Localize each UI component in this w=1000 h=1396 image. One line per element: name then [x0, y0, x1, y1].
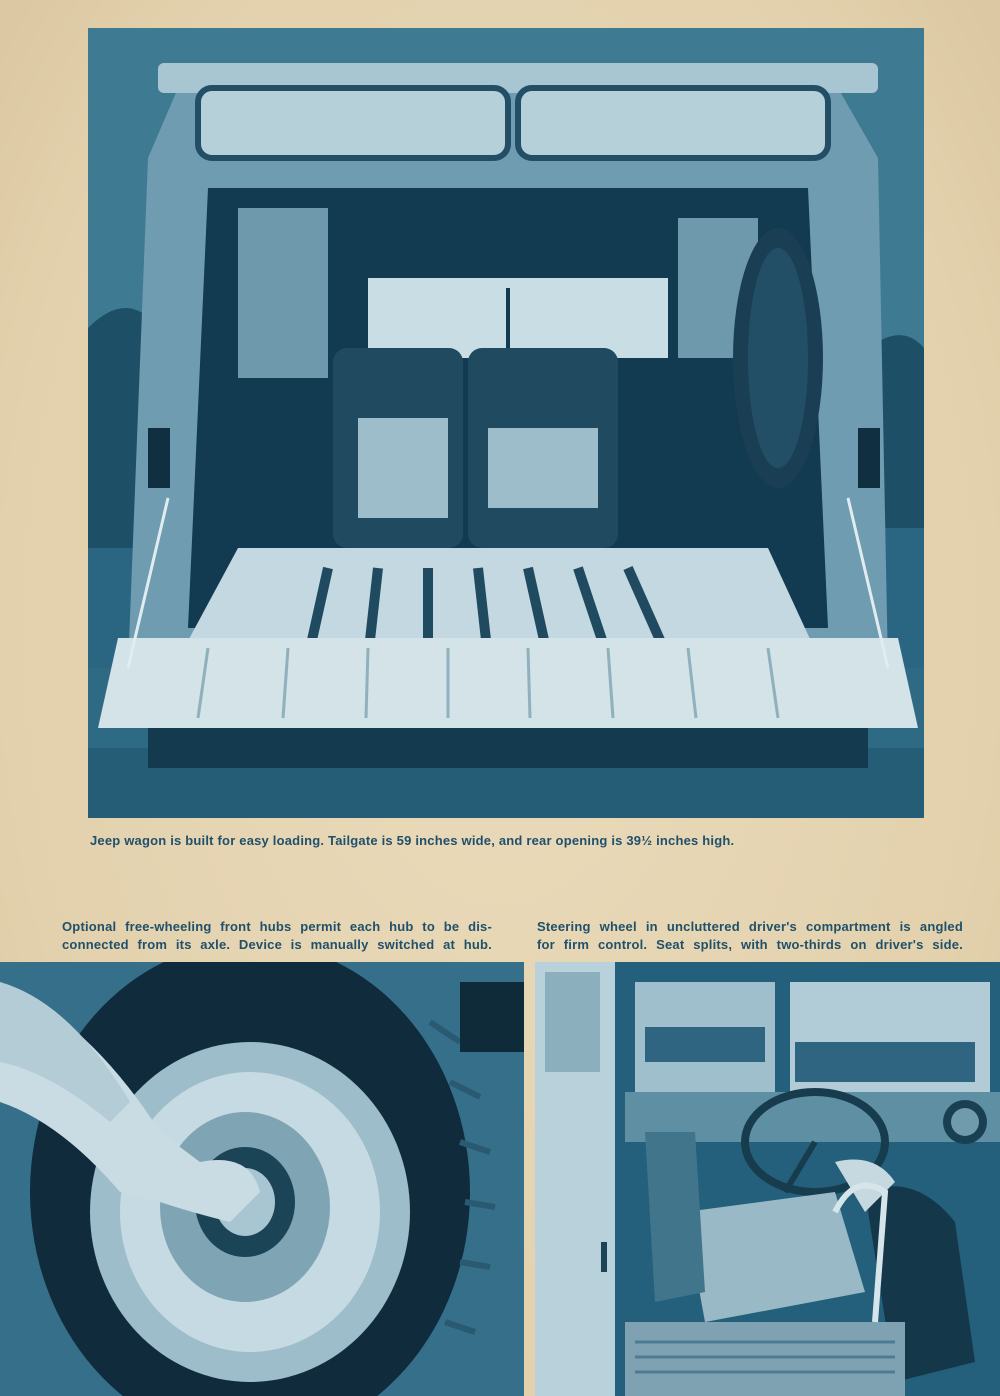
jeep-wagon-rear-illustration — [88, 28, 924, 818]
cab-caption-line-1: Steering wheel in uncluttered driver's compartment is angled — [537, 919, 963, 934]
jeep-wagon-rear-photo — [88, 28, 924, 818]
front-hub-photo — [0, 962, 524, 1396]
hub-caption-line-1: Optional free-wheeling front hubs permit each hub to be dis- — [62, 919, 492, 934]
cab-photo-caption — [537, 918, 963, 954]
driver-compartment-illustration — [535, 962, 1000, 1396]
hub-caption-line-2: connected from its axle. Device is manually switched at hub. — [62, 937, 492, 952]
cab-caption-line-2: for firm control. Seat splits, with two-thirds on driver's side. — [537, 937, 963, 952]
hub-photo-caption — [62, 918, 492, 954]
front-hub-illustration — [0, 962, 524, 1396]
top-photo-caption — [90, 832, 920, 850]
top-caption-text: Jeep wagon is built for easy loading. Tailgate is 59 inches wide, and rear opening is 39½ inches high. — [90, 833, 735, 848]
driver-compartment-photo — [535, 962, 1000, 1396]
